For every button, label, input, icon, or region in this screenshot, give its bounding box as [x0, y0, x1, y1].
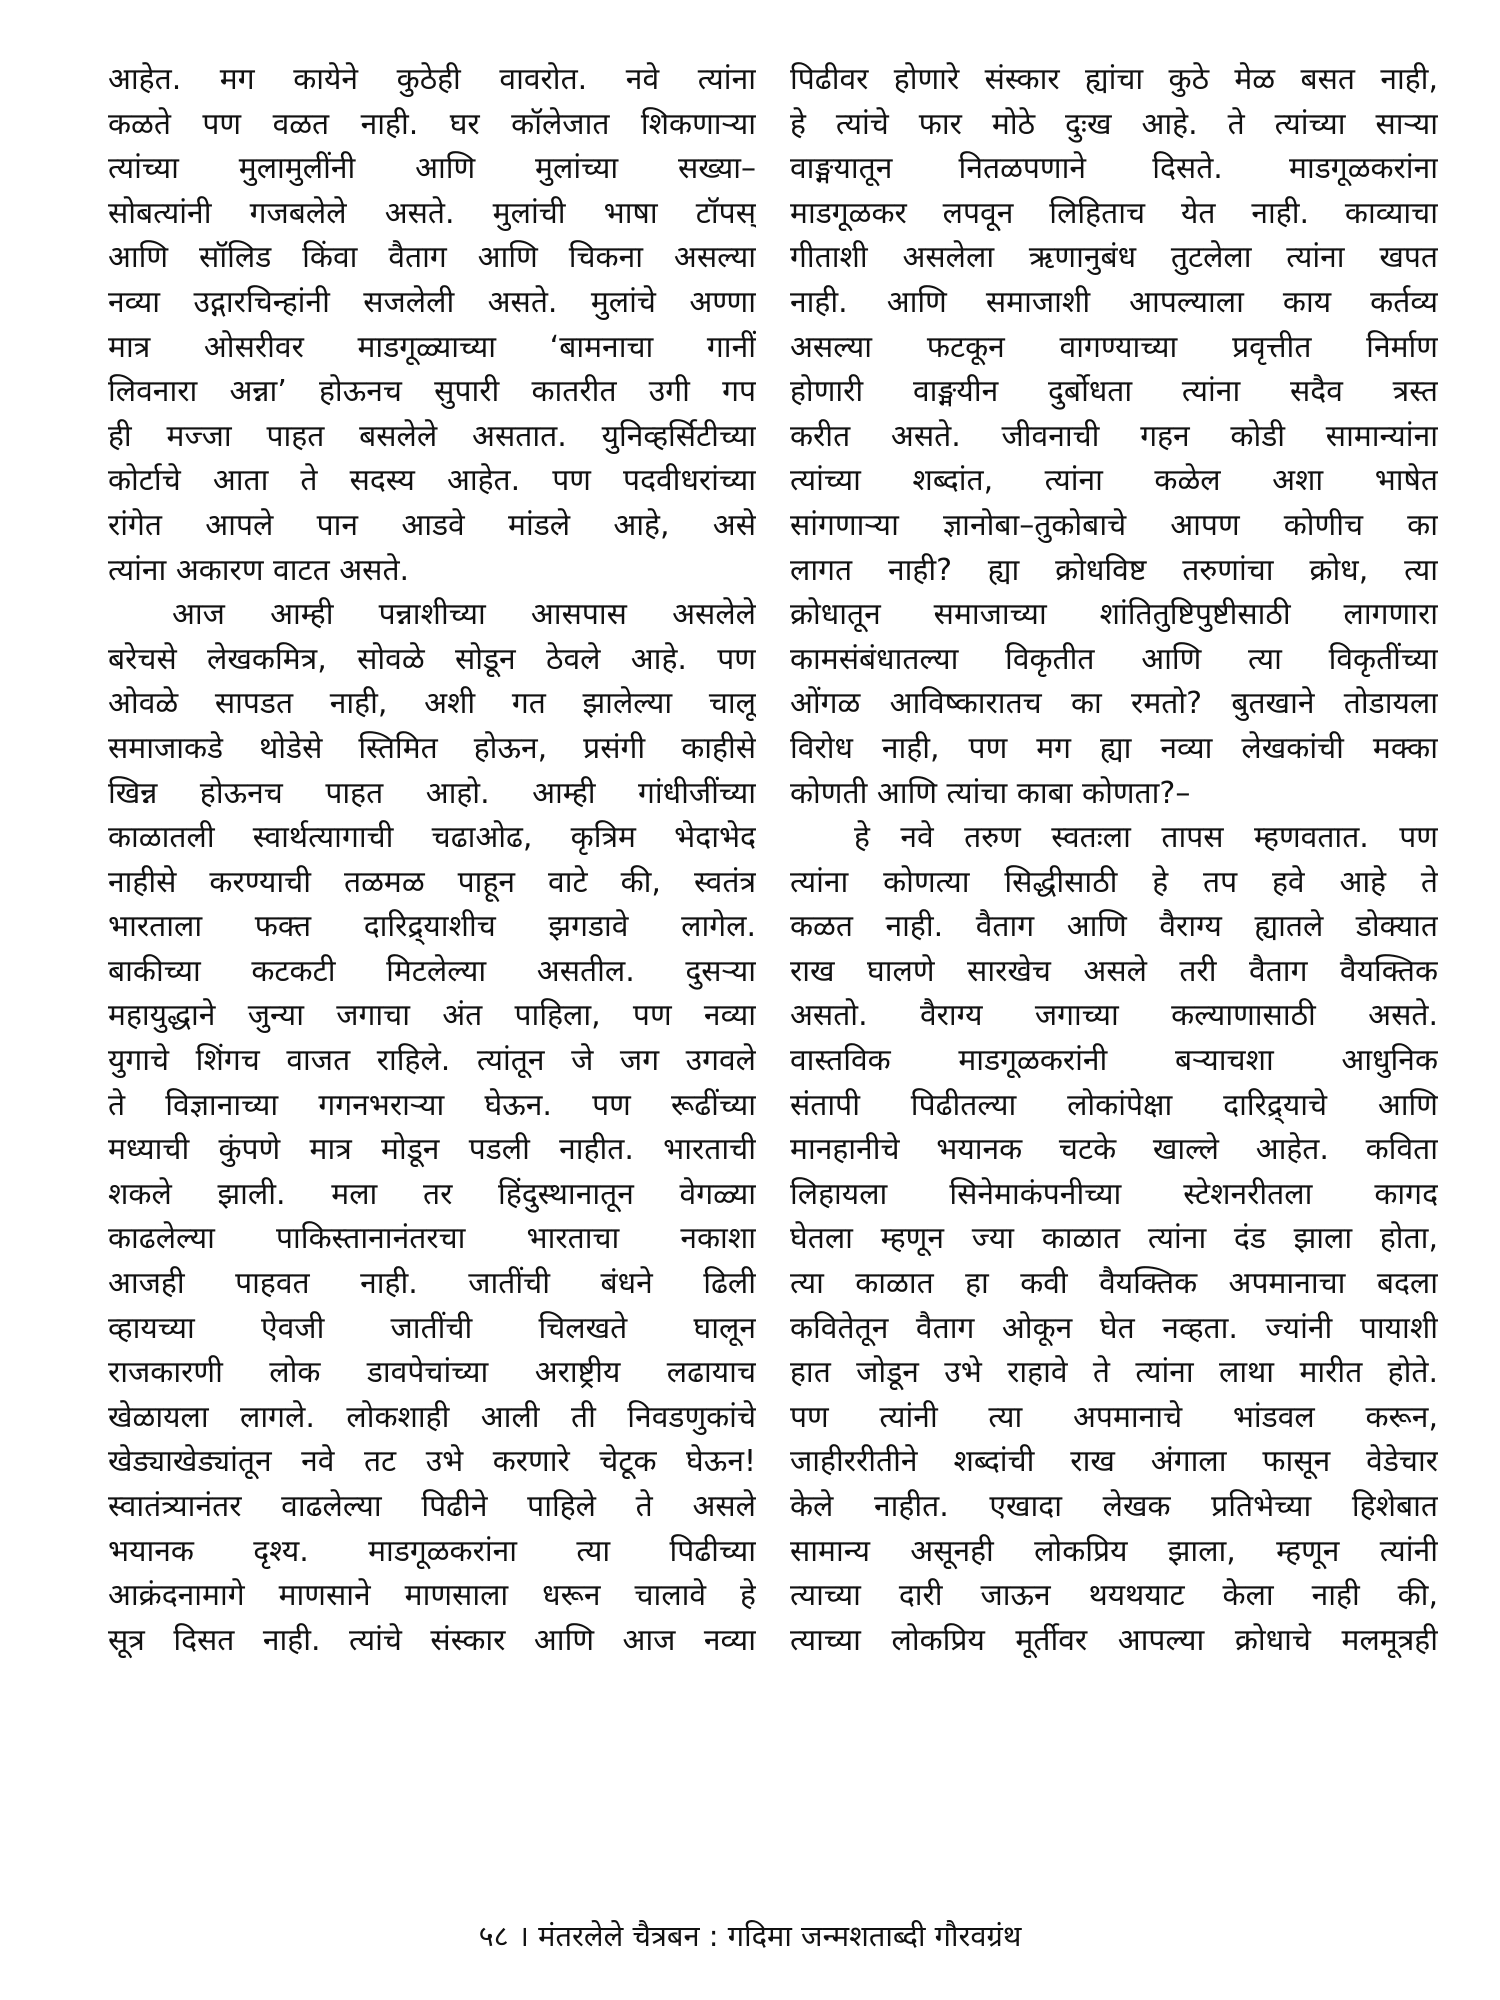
right-paragraph-1: [790, 58, 1438, 816]
text-line: सामान्य असूनही लोकप्रिय झाला, म्हणून त्यांनी: [790, 1533, 1438, 1569]
text-line: होणारी वाङ्मयीन दुर्बोधता त्यांना सदैव त्रस्त: [790, 374, 1438, 410]
text-line: ही मज्जा पाहत बसलेले असतात. युनिव्हर्सिटीच्या: [108, 418, 756, 454]
text-line: माडगूळकर लपवून लिहिताच येत नाही. काव्याचा: [790, 195, 1438, 231]
text-line: मात्र ओसरीवर माडगूळ्याच्या ‘बामनाचा गानीं: [108, 329, 756, 365]
text-line: नाहीसे करण्याची तळमळ पाहून वाटे की, स्वतंत्र: [108, 864, 756, 900]
text-line: वाङ्मयातून नितळपणाने दिसते. माडगूळकरांना: [790, 151, 1438, 187]
text-line: मानहानीचे भयानक चटके खाल्ले आहेत. कविता: [790, 1132, 1438, 1168]
text-line: संतापी पिढीतल्या लोकांपेक्षा दारिद्र्याचे आणि: [790, 1087, 1438, 1123]
text-line: केले नाहीत. एखादा लेखक प्रतिभेच्या हिशेबात: [790, 1489, 1438, 1524]
text-line: कळत नाही. वैताग आणि वैराग्य ह्यातले डोक्यात: [790, 909, 1438, 945]
text-line: सूत्र दिसत नाही. त्यांचे संस्कार आणि आज नव्या: [108, 1622, 756, 1658]
text-line: आक्रंदनामागे माणसाने माणसाला धरून चालावे हे: [108, 1578, 756, 1614]
text-line: आणि सॉलिड किंवा वैताग आणि चिकना असल्या: [108, 240, 756, 276]
text-line: खेड्याखेड्यांतून नवे तट उभे करणारे चेटूक घेऊन!: [108, 1444, 756, 1480]
text-line: खेळायला लागले. लोकशाही आली ती निवडणुकांचे: [108, 1399, 756, 1435]
left-paragraph-1: [108, 58, 756, 593]
text-line: पिढीवर होणारे संस्कार ह्यांचा कुठे मेळ बसत नाही,: [790, 62, 1438, 97]
text-line: त्या काळात हा कवी वैयक्तिक अपमानाचा बदला: [790, 1266, 1438, 1302]
text-line: विरोध नाही, पण मग ह्या नव्या लेखकांची मक्का: [790, 730, 1438, 766]
right-paragraph-2: [790, 816, 1438, 1663]
text-line: ते विज्ञानाच्या गगनभराऱ्या घेऊन. पण रूढींच्या: [108, 1087, 756, 1123]
text-line: व्हायच्या ऐवजी जातींची चिलखते घालून: [108, 1310, 756, 1346]
text-line: पण त्यांनी त्या अपमानाचे भांडवल करून,: [790, 1399, 1438, 1435]
text-line: राजकारणी लोक डावपेचांच्या अराष्ट्रीय लढायाच: [108, 1355, 756, 1391]
text-line: हात जोडून उभे राहावे ते त्यांना लाथा मारीत होते.: [790, 1355, 1438, 1391]
text-line: त्याच्या लोकप्रिय मूर्तीवर आपल्या क्रोधाचे मलमूत्रही: [790, 1622, 1438, 1658]
text-line: असल्या फटकून वागण्याच्या प्रवृत्तीत निर्माण: [790, 329, 1438, 365]
text-line: मध्याची कुंपणे मात्र मोडून पडली नाहीत. भारताची: [108, 1132, 756, 1168]
text-line: घेतला म्हणून ज्या काळात त्यांना दंड झाला होता,: [790, 1221, 1438, 1257]
text-line: काढलेल्या पाकिस्तानानंतरचा भारताचा नकाशा: [108, 1221, 756, 1257]
text-line: कामसंबंधातल्या विकृतीत आणि त्या विकृतींच्या: [790, 641, 1438, 677]
text-line: महायुद्धाने जुन्या जगाचा अंत पाहिला, पण नव्या: [108, 998, 756, 1034]
text-line: राख घालणे सारखेच असले तरी वैताग वैयक्तिक: [790, 953, 1438, 989]
text-line: त्यांना कोणत्या सिद्धीसाठी हे तप हवे आहे ते: [790, 864, 1438, 900]
text-line: कळते पण वळत नाही. घर कॉलेजात शिकणाऱ्या: [108, 106, 756, 142]
text-line: त्यांच्या शब्दांत, त्यांना कळेल अशा भाषेत: [790, 463, 1438, 499]
text-line: कवितेतून वैताग ओकून घेत नव्हता. ज्यांनी पायाशी: [790, 1310, 1438, 1346]
page-footer: ५८ । मंतरलेले चैत्रबन : गदिमा जन्मशताब्दी गौरवग्रंथ: [478, 1919, 1022, 1953]
text-line: लिवनारा अन्ना’ होऊनच सुपारी कातरीत उगी गप: [108, 374, 756, 410]
text-line: नाही. आणि समाजाशी आपल्याला काय कर्तव्य: [790, 284, 1438, 320]
text-line: खिन्न होऊनच पाहत आहो. आम्ही गांधीजींच्या: [108, 775, 756, 811]
text-line: गीताशी असलेला ऋणानुबंध तुटलेला त्यांना खपत: [790, 240, 1438, 276]
text-line: हे त्यांचे फार मोठे दुःख आहे. ते त्यांच्या साऱ्या: [790, 106, 1438, 142]
text-line: समाजाकडे थोडेसे स्तिमित होऊन, प्रसंगी काहीसे: [108, 730, 756, 766]
text-line: वास्तविक माडगूळकरांनी बऱ्याचशा आधुनिक: [790, 1043, 1438, 1079]
text-line: जाहीररीतीने शब्दांची राख अंगाला फासून वेडेचार: [790, 1444, 1438, 1480]
text-line: त्याच्या दारी जाऊन थयथयाट केला नाही की,: [790, 1578, 1438, 1614]
right-column: [790, 58, 1438, 1898]
text-line: क्रोधातून समाजाच्या शांतितुष्टिपुष्टीसाठी लागणारा: [790, 597, 1438, 633]
text-line: सोबत्यांनी गजबलेले असते. मुलांची भाषा टॉपस्: [108, 195, 756, 231]
text-line: नव्या उद्गारचिन्हांनी सजलेली असते. मुलांचे अण्णा: [108, 284, 756, 320]
text-line: भयानक दृश्य. माडगूळकरांना त्या पिढीच्या: [108, 1533, 756, 1569]
text-line: ओवळे सापडत नाही, अशी गत झालेल्या चालू: [108, 686, 756, 722]
text-line: रांगेत आपले पान आडवे मांडले आहे, असे: [108, 507, 756, 543]
text-line: आहेत. मग कायेने कुठेही वावरोत. नवे त्यांना: [108, 62, 756, 97]
text-line: काळातली स्वार्थत्यागाची चढाओढ, कृत्रिम भेदाभेद: [108, 820, 756, 856]
text-line: करीत असते. जीवनाची गहन कोडी सामान्यांना: [790, 418, 1438, 454]
left-column: [108, 58, 756, 1898]
text-line: ओंगळ आविष्कारातच का रमतो? बुतखाने तोडायला: [790, 686, 1438, 722]
text-line: लिहायला सिनेमाकंपनीच्या स्टेशनरीतला कागद: [790, 1176, 1438, 1212]
text-line: बरेचसे लेखकमित्र, सोवळे सोडून ठेवले आहे. पण: [108, 641, 756, 677]
text-line: सांगणाऱ्या ज्ञानोबा–तुकोबाचे आपण कोणीच का: [790, 507, 1438, 543]
text-line: स्वातंत्र्यानंतर वाढलेल्या पिढीने पाहिले ते असले: [108, 1489, 756, 1524]
text-line: भारताला फक्त दारिद्र्याशीच झगडावे लागेल.: [108, 909, 756, 945]
text-line: युगाचे शिंगच वाजत राहिले. त्यांतून जे जग उगवले: [108, 1043, 756, 1079]
text-line: कोर्टाचे आता ते सदस्य आहेत. पण पदवीधरांच्या: [108, 463, 756, 499]
text-line: आज आम्ही पन्नाशीच्या आसपास असलेले: [172, 597, 756, 633]
text-line: आजही पाहवत नाही. जातींची बंधने ढिली: [108, 1266, 756, 1302]
text-line: असतो. वैराग्य जगाच्या कल्याणासाठी असते.: [790, 998, 1438, 1034]
text-line: त्यांच्या मुलामुलींनी आणि मुलांच्या सख्या–: [108, 151, 756, 187]
text-line: कोणती आणि त्यांचा काबा कोणता?–: [790, 775, 1191, 811]
text-line: बाकीच्या कटकटी मिटलेल्या असतील. दुसऱ्या: [108, 953, 756, 989]
text-line: शकले झाली. मला तर हिंदुस्थानातून वेगळ्या: [108, 1176, 756, 1212]
left-paragraph-2: [108, 593, 756, 1663]
text-line: हे नवे तरुण स्वतःला तापस म्हणवतात. पण: [854, 820, 1438, 856]
text-line: लागत नाही? ह्या क्रोधविष्ट तरुणांचा क्रोध, त्या: [790, 552, 1438, 588]
text-line: त्यांना अकारण वाटत असते.: [108, 552, 410, 588]
